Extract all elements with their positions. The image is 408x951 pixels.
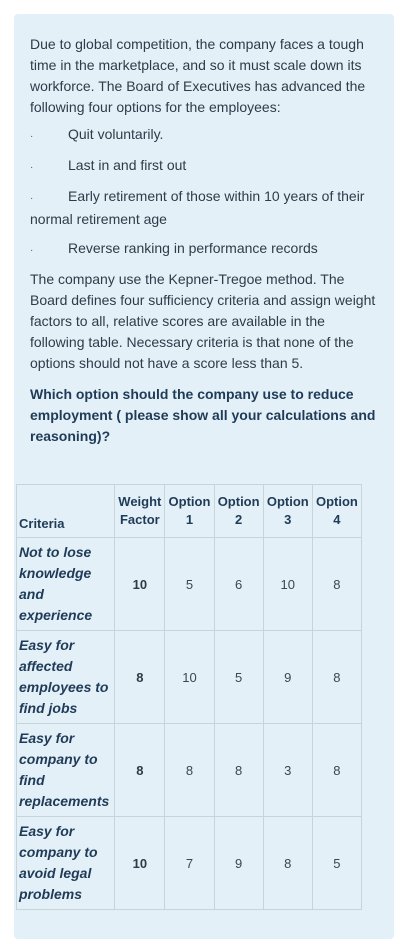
list-item: · Reverse ranking in performance records: [30, 238, 380, 261]
score-cell: 8: [165, 724, 214, 817]
header-weight: Weight Factor: [115, 485, 165, 538]
score-cell: 6: [214, 538, 263, 631]
question-text: Which option should the company use to reduce employment ( please show all your calculations and reasoning)?: [30, 386, 376, 444]
intro-paragraph: Due to global competition, the company faces a tough time in the marketplace, and so it must scale down its workforce. The Board of Executives has advanced the following four options for the employees:: [30, 36, 366, 115]
score-cell: 9: [263, 631, 312, 724]
header-option-3: Option 3: [263, 485, 312, 538]
weight-cell: 10: [115, 538, 165, 631]
table-header-row: [17, 485, 362, 538]
weight-cell: 10: [115, 817, 165, 910]
score-cell: 5: [312, 817, 361, 910]
score-cell: 8: [312, 724, 361, 817]
list-item: · Early retirement of those within 10 years of their normal retirement age: [30, 188, 365, 227]
score-cell: 3: [263, 724, 312, 817]
header-option-1: Option 1: [165, 485, 214, 538]
bullet-icon: ·: [30, 193, 34, 204]
weight-cell: 8: [115, 631, 165, 724]
score-cell: 10: [263, 538, 312, 631]
score-cell: 5: [214, 631, 263, 724]
score-cell: 9: [214, 817, 263, 910]
score-cell: 10: [165, 631, 214, 724]
weight-cell: 8: [115, 724, 165, 817]
criteria-cell: Easy for affected employees to find jobs: [17, 631, 115, 724]
table-row: [17, 724, 362, 817]
criteria-cell: Not to lose knowledge and experience: [17, 538, 115, 631]
table-row: [17, 631, 362, 724]
bullet-icon: ·: [30, 245, 34, 256]
bullet-icon: ·: [30, 162, 34, 173]
list-item: · Quit voluntarily.: [30, 124, 380, 147]
table-row: [17, 538, 362, 631]
criteria-table: [16, 484, 362, 910]
list-item: · Last in and first out: [30, 155, 380, 178]
table-row: [17, 817, 362, 910]
score-cell: 8: [312, 631, 361, 724]
options-list: [30, 124, 380, 261]
score-cell: 7: [165, 817, 214, 910]
score-cell: 8: [214, 724, 263, 817]
header-option-4: Option 4: [312, 485, 361, 538]
score-cell: 8: [312, 538, 361, 631]
header-option-2: Option 2: [214, 485, 263, 538]
criteria-cell: Easy for company to find replacements: [17, 724, 115, 817]
header-criteria: Criteria: [17, 485, 115, 538]
criteria-cell: Easy for company to avoid legal problems: [17, 817, 115, 910]
score-cell: 5: [165, 538, 214, 631]
score-cell: 8: [263, 817, 312, 910]
method-paragraph: The company use the Kepner-Tregoe method. The Board defines four sufficiency criteria and assign weight factors to all, relative scores are available in the following table. Necessary criteria is that none of the options should not have a score less than 5.: [30, 271, 376, 371]
bullet-icon: ·: [30, 131, 34, 142]
